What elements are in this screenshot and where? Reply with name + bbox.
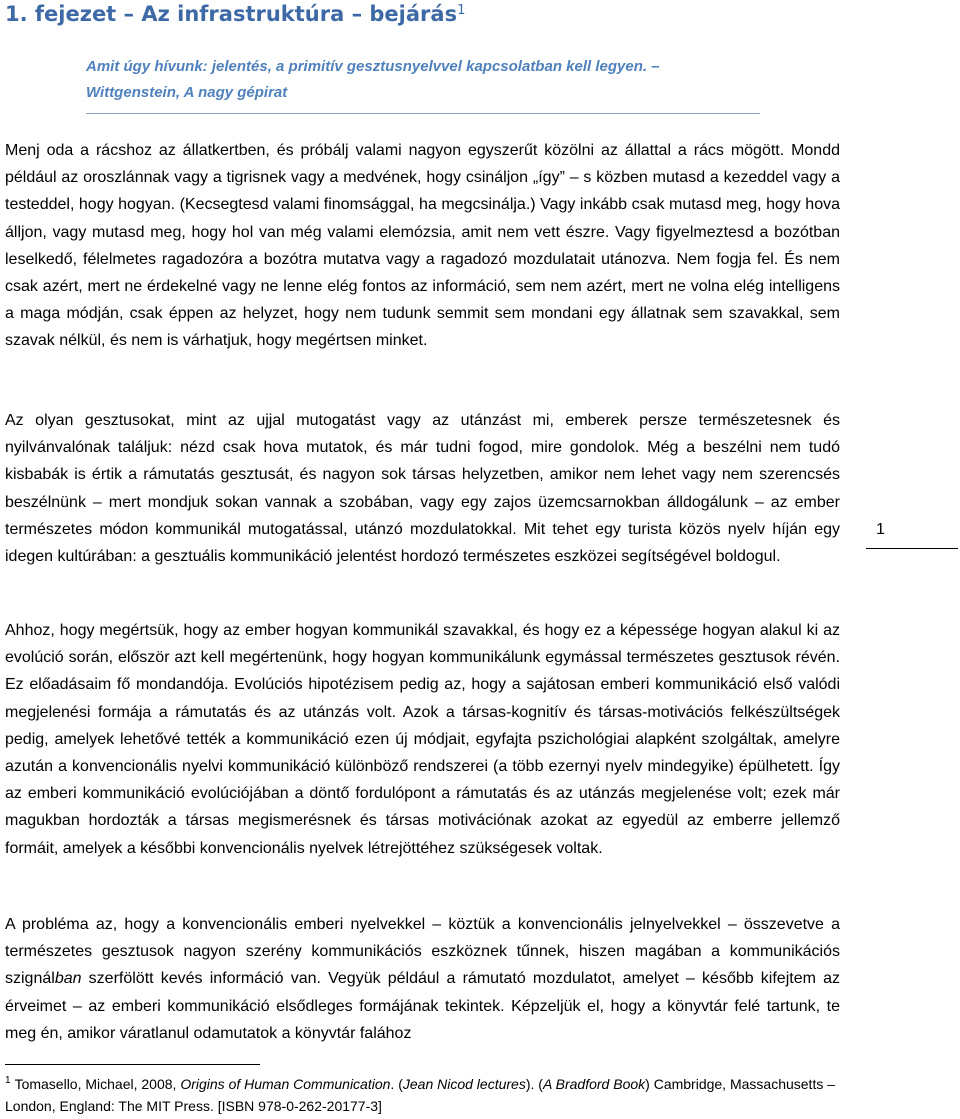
epigraph-divider (86, 113, 760, 114)
chapter-title-text: 1. fejezet – Az infrastruktúra – bejárás (5, 2, 458, 26)
paragraph-2: Az olyan gesztusokat, mint az ujjal mutogatást vagy az utánzást mi, emberek persze természetesnek és nyilvánvalónak találjuk: nézd csak hova mutatok, és már tudni fogod, mire gondolok. Még a beszélni nem tudó kisbabák is értik a rámutatás gesztusát, és nagyon sok társas helyzetben, amikor nem lehet vagy nem szerencsés beszélnünk – mert mondjuk sokan vannak a szobában, vagy egy zajos üzemcsarnokban álldogálunk – az ember természetes módon kommunikál mutogatással, utánzó mozdulatokkal. Mit tehet egy turista közös nyelv híján egy idegen kultúrában: a gesztuális kommunikáció jelentést hordozó természetes eszközei segítségével boldogul. (5, 412, 840, 566)
footnote-text-1: Tomasello, Michael, 2008, (14, 1076, 181, 1092)
epigraph-quote: Amit úgy hívunk: jelentés, a primitív gesztusnyelvvel kapcsolatban kell legyen. – (86, 58, 660, 75)
chapter-title (5, 2, 465, 26)
paragraph-1: Menj oda a rácshoz az állatkertben, és próbálj valami nagyon egyszerűt közölni az állattal a rács mögött. Mondd például az oroszlánnak vagy a tigrisnek vagy a medvének, hogy csináljon „így” – s közben mutasd a kezeddel vagy a testeddel, hogy hogyan. (Kecsegtesd valami finomsággal, ha megcsinálja.) Vagy inkább csak mutasd meg, hogy hova álljon, vagy mutasd meg, hogy hol van még valami elemózsia, amit nem vett észre. Vagy figyelmeztesd a bozótban leselkedő, félelmetes ragadozóra a bozótra mutatva vagy a ragadozó mozdulatait utánozva. Nem fogja fel. És nem csak azért, mert ne érdekelné vagy ne lenne elég fontos az információ, sem nem azért, mert ne volna elég intelligens a maga módján, csak éppen az helyzet, hogy nem tudunk semmit sem mondani egy állatnak sem szavakkal, sem szavak nélkül, és nem is várhatjuk, hogy megértsen minket. (5, 142, 840, 350)
footnote-book-title: Origins of Human Communication (180, 1076, 391, 1092)
footnote-series: Jean Nicod lectures (402, 1076, 526, 1092)
paragraph-3: Ahhoz, hogy megértsük, hogy az ember hogyan kommunikál szavakkal, és hogy ez a képessége hogyan alakul ki az evolúció során, először azt kell megértenünk, hogy hogyan kommunikálunk egymással természetes gesztusok révén. Ez előadásaim fő mondandója. Evolúciós hipotézisem pedig az, hogy a sajátosan emberi kommunikáció első valódi megjelenési formája a rámutatás és az utánzás volt. Azok a társas-kognitív és társas-motivációs felkészültségek pedig, amelyek lehetővé tették a kommunikáció ezen új módjait, egyfajta pszichológiai alapként szolgáltak, amelyre azután a konvencionális nyelvi kommunikáció különböző rendszerei (a több ezernyi nyelv mindegyike) épülhetett. Így az emberi kommunikáció evolúciójában a döntő fordulópont a rámutatás és az utánzás megjelenése volt; ezek már magukban hordozták a társas megismerésnek és társas motivációnak azokat az egyedül az emberre jellemző formáit, amelyek a későbbi konvencionális nyelvek létrejöttéhez szükségesek voltak. (5, 622, 840, 857)
footnote (5, 1070, 855, 1117)
epigraph (86, 54, 766, 106)
footnote-divider (5, 1064, 260, 1065)
footnote-imprint: A Bradford Book (542, 1076, 646, 1092)
epigraph-attribution: Wittgenstein, A nagy gépirat (86, 84, 288, 101)
footnote-text-4: ) Cambridge, Massachusetts – London, England: The MIT Press. [ISBN 978-0-262-20177-3] (5, 1076, 836, 1114)
page-number-divider (866, 548, 958, 549)
paragraph-4-text-b: szerfölött kevés információ van. Vegyük például a rámutató mozdulatot, amelyet – később kifejtem az érveimet – az emberi kommunikáció elsődleges formájának tekintek. Képzeljük el, hogy a könyvtár felé tartunk, te meg én, amikor váratlanul odamutatok a könyvtár falához (5, 970, 840, 1042)
paragraph-4-text-a: A probléma az, hogy a konvencionális emberi nyelvekkel – köztük a konvencionális jelnyelvekkel – összevetve a természetes gesztusok nagyon szerény kommunikációs eszköznek tűnnek, hiszen magában a kommunikációs szignál (5, 916, 840, 988)
footnote-text-2: . ( (390, 1076, 403, 1092)
paragraph-4-italic: ban (54, 970, 82, 988)
page-number: 1 (876, 521, 885, 538)
paragraph-4 (5, 911, 840, 1047)
footnote-reference[interactable]: 1 (457, 3, 466, 18)
footnote-marker: 1 (5, 1075, 11, 1086)
footnote-text-3: ). ( (525, 1076, 543, 1092)
